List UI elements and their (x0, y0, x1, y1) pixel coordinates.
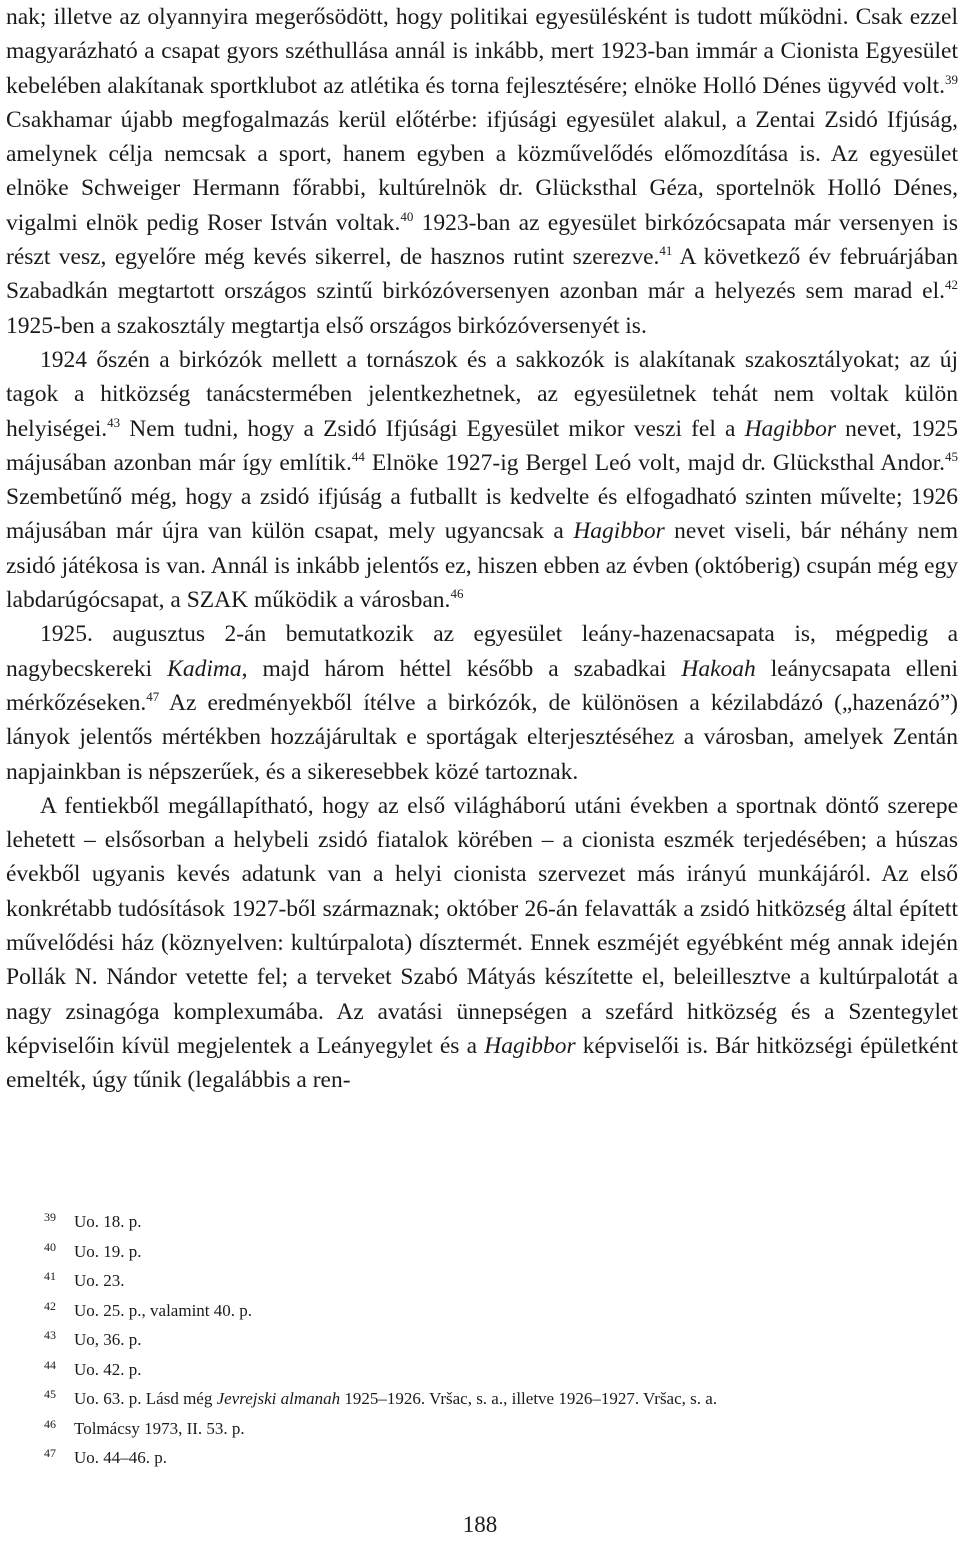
text-run: 1925. augusztus 2-án bemutatkozik az egyesület leány-hazenacsapata is, mégpedig a nagybecskereki (6, 621, 958, 682)
footnote-text: Uo. 42. p. (74, 1359, 142, 1379)
footnote (44, 1385, 944, 1415)
text-run: 1924 őszén a birkózók mellett a tornászok és a sakkozók is alakítanak szakosztályokat; az új tagok a hitközség tanácstermében jelentkezhetnek, az egyesületnek tehát nem voltak külön helyiségei. (6, 346, 958, 442)
text-run: nevet, 1925 májusában azonban már így említik. (6, 415, 958, 476)
paragraph (6, 343, 958, 617)
footnote-number: 45 (44, 1387, 56, 1401)
footnote-text: Uo. 44–46. p. (74, 1448, 168, 1467)
footnote-number: 40 (44, 1239, 56, 1254)
footnote (44, 1326, 944, 1356)
footnote-text: Uo. 23. (74, 1271, 125, 1290)
footnote-reference: 47 (146, 688, 160, 704)
footnote-text: Uo, 36. p. (74, 1330, 142, 1349)
text-run: , majd három héttel később a szabadkai (241, 655, 682, 682)
footnote-text: Tolmácsy 1973, II. 53. p. (74, 1418, 245, 1438)
footnote-number: 41 (44, 1269, 56, 1283)
text-run: A fentiekből megállapítható, hogy az első világháború utáni években a sportnak döntő szerepe lehetett – elsősorban a helybeli zsidó fiatalok körében – a cionista eszmék terjedésében; a húszas évekből ugyanis kevés adatunk van a helyi cionista szervezet más irányú munkájáról. Az első konkrétabb tudósítások 1927-ből származnak; október 26-án felavatták a zsidó hitközség által épített művelődési ház (köznyelven: kultúrpalota) dísztermét. Ennek eszméjét egyébként még annak idején Pollák N. Nándor vetette fel; a terveket Szabó Mátyás készítette el, beleillesztve a kultúrpalotát a nagy zsinagóga komplexumába. Az avatási ünnepségen a szefárd hitközség és a Szentegylet képviselőin kívül megjelentek a Leányegylet és a (6, 792, 958, 1059)
paragraph (6, 617, 958, 788)
italic-text: Hagibbor (744, 415, 836, 442)
text-run: 1923-ban az egyesület birkózócsapata már versenyen is részt vesz, egyelőre még kevés sikerrel, de hasznos rutint szerezve. (6, 209, 959, 271)
footnote-reference: 43 (107, 414, 121, 430)
footnote (44, 1415, 944, 1445)
text-run: 1925-ben a szakosztály megtartja első országos birkózóversenyét is. (6, 312, 647, 339)
text-run: képviselői is. Bár hitközségi épületként emelték, úgy tűnik (legalábbis a ren- (6, 1032, 958, 1094)
footnote-reference: 42 (945, 277, 958, 293)
body-text (6, 0, 958, 1098)
footnote-text: Uo. 63. p. Lásd még Jevrejski almanah 1925–1926. Vršac, s. a., illetve 1926–1927. Vršac, s. a. (74, 1389, 718, 1408)
italic-text: Kadima (167, 655, 242, 682)
text-run: A következő év februárjában Szabadkán megtartott országos szintű birkózóversenyen azonban már a helyezés sem marad el. (6, 244, 959, 305)
footnote (44, 1208, 944, 1238)
footnote-reference: 41 (659, 243, 673, 259)
footnote-number: 42 (44, 1298, 56, 1313)
text-run: Elnöke 1927-ig Bergel Leó volt, majd dr. Glücksthal Andor. (364, 449, 945, 476)
footnote-reference: 44 (351, 448, 365, 464)
footnote-number: 47 (44, 1446, 56, 1460)
footnote (44, 1356, 944, 1386)
text-run: Szembetűnő még, hogy a zsidó ifjúság a futballt is kedvelte és elfogadható szinten művelte; 1926 májusában már újra van külön csapat, mely ugyancsak a (6, 484, 958, 545)
footnote-reference: 40 (400, 208, 414, 224)
footnote-text: Uo. 18. p. (74, 1212, 142, 1231)
footnote-number: 43 (44, 1328, 56, 1342)
text-run: Nem tudni, hogy a Zsidó Ifjúsági Egyesület mikor veszi fel a (120, 415, 745, 442)
page-number: 188 (462, 1512, 498, 1537)
text-run: nak; illetve az olyannyira megerősödött, hogy politikai egyesülésként is tudott működni. Csak ezzel magyarázható a csapat gyors széthullása annál is inkább, mert 1923-ban immár a Cionista Egyesület kebelében alakítanak sportklubot az atlétika és torna fejlesztésére; elnöke Holló Dénes ügyvéd volt. (6, 4, 958, 99)
footnote (44, 1238, 944, 1268)
footnote-reference: 45 (945, 448, 958, 464)
text-run: Csakhamar újabb megfogalmazás kerül előtérbe: ifjúsági egyesület alakul, a Zentai Zsidó Ifjúság, amelynek célja nemcsak a sport, hanem egyben a közművelődés előmozdítása is. Az egyesület elnöke Schweiger Hermann főrabbi, kultúrelnök dr. Glücksthal Géza, sportelnök Holló Dénes, vigalmi elnök pedig Roser István voltak. (6, 106, 958, 236)
footnote (44, 1297, 944, 1327)
paragraph (6, 0, 958, 343)
footnote-reference: 46 (450, 586, 464, 602)
footnote-number: 46 (44, 1416, 56, 1431)
text-run: leánycsapata elleni mérkőzéseken. (6, 655, 959, 716)
footnote-number: 39 (44, 1210, 56, 1224)
italic-text: Hagibbor (573, 518, 665, 545)
text-run: Az eredményekből ítélve a birkózók, de különösen a kézilabdázó („hazenázó”) lányok jelentős mértékben hozzájárultak e sportágak elterjesztéséhez a városban, amelyek Zentán napjainkban is népszerűek, és a sikeresebbek közé tartoznak. (6, 689, 958, 785)
footnote-text: Uo. 19. p. (74, 1241, 142, 1261)
footnote-number: 44 (44, 1357, 56, 1372)
footnote (44, 1267, 944, 1297)
footnote (44, 1444, 944, 1474)
paragraph (6, 789, 958, 1098)
italic-text: Hakoah (681, 655, 756, 682)
footnote-reference: 39 (945, 71, 958, 87)
footnotes (44, 1208, 944, 1474)
italic-text: Hagibbor (484, 1032, 576, 1059)
footnote-text: Uo. 25. p., valamint 40. p. (74, 1300, 253, 1320)
text-run: nevet viseli, bár néhány nem zsidó játékosa is van. Annál is inkább jelentős ez, hiszen ebben az évben (októberig) csupán még egy labdarúgócsapat, a SZAK működik a városban. (6, 518, 958, 614)
footnote-italic: Jevrejski almanah (216, 1389, 341, 1408)
